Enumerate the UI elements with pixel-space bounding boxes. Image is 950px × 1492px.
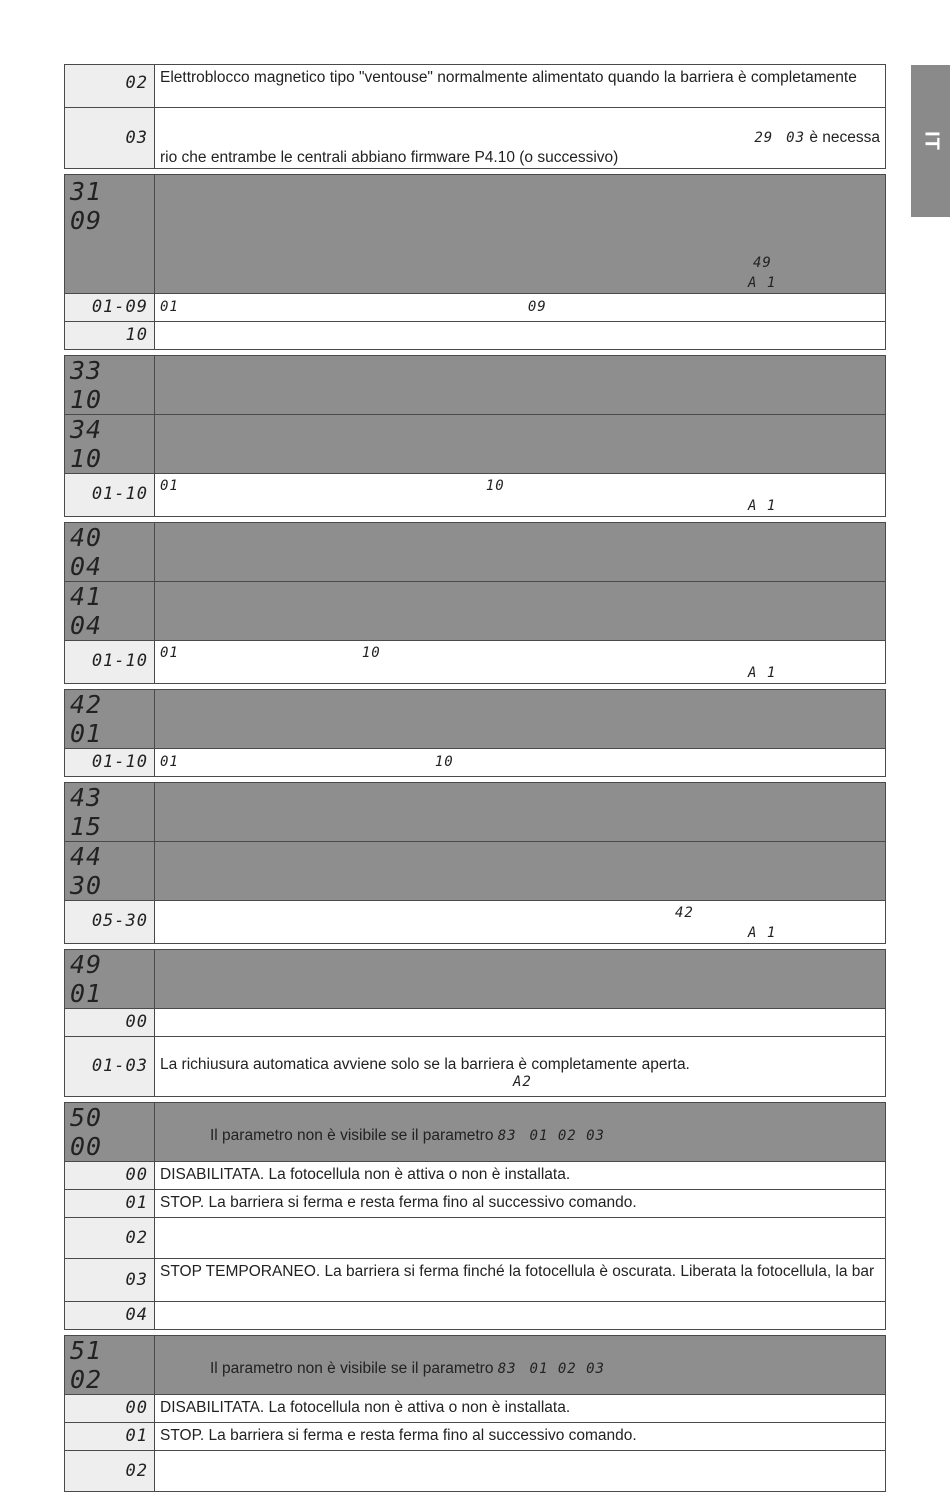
inline-text: è necessa xyxy=(809,129,880,146)
option-description: STOP TEMPORANEO. La barriera si ferma finché la fotocellula è oscurata. Liberata la fotocellula, la bar xyxy=(155,1259,886,1302)
segment-value: 01 xyxy=(160,645,179,661)
option-description: STOP. La barriera si ferma e resta ferma fino al successivo comando. xyxy=(155,1423,886,1451)
parameter-note: Il parametro non è visibile se il parametro xyxy=(210,1360,494,1377)
parameter-header-row xyxy=(65,1103,886,1162)
segment-value: 10 xyxy=(361,645,381,661)
segment-value: 83 xyxy=(497,1128,517,1144)
table-row xyxy=(65,474,886,517)
option-description xyxy=(155,108,886,169)
segment-value: 42 xyxy=(675,905,694,921)
parameter-code: 41 04 xyxy=(70,582,103,640)
segment-value: 01 02 03 xyxy=(529,1128,605,1144)
parameter-header-row xyxy=(65,1336,886,1395)
parameters-table xyxy=(64,64,886,1492)
parameter-header-row xyxy=(65,783,886,842)
segment-value: 01 xyxy=(160,754,179,770)
option-code: 02 xyxy=(125,73,148,93)
table-row xyxy=(65,1218,886,1259)
option-code: 04 xyxy=(125,1305,148,1325)
segment-value: 01 xyxy=(160,478,179,494)
language-label: IT xyxy=(920,131,942,151)
parameter-header-row xyxy=(65,175,886,294)
segment-value: A2 xyxy=(513,1074,532,1090)
description-text: rio che entrambe le centrali abbiano firmware P4.10 (o successivo) xyxy=(160,149,619,166)
parameter-note: Il parametro non è visibile se il parametro xyxy=(210,1127,494,1144)
option-code: 05-30 xyxy=(91,911,148,931)
option-code: 03 xyxy=(125,1270,148,1290)
parameter-code: 33 10 xyxy=(70,356,103,414)
segment-value: 01 xyxy=(160,299,179,315)
table-row xyxy=(65,1451,886,1492)
table-row xyxy=(65,1009,886,1037)
segment-value: 03 xyxy=(786,130,806,146)
parameter-code: 43 15 xyxy=(70,783,103,841)
option-description: STOP. La barriera si ferma e resta ferma fino al successivo comando. xyxy=(155,1190,886,1218)
parameter-header-row xyxy=(65,842,886,901)
segment-value: A 1 xyxy=(748,498,777,514)
table-row xyxy=(65,322,886,350)
language-tab xyxy=(911,65,950,217)
option-description: DISABILITATA. La fotocellula non è attiva o non è installata. xyxy=(155,1395,886,1423)
parameter-header-row xyxy=(65,356,886,415)
parameter-code: 31 09 xyxy=(70,177,103,235)
table-row xyxy=(65,1395,886,1423)
segment-value: 10 xyxy=(434,754,454,770)
table-row xyxy=(65,1037,886,1097)
segment-value: 09 xyxy=(527,299,547,315)
option-code: 02 xyxy=(125,1461,148,1481)
parameter-header-row xyxy=(65,582,886,641)
option-code: 00 xyxy=(125,1012,148,1032)
table-row xyxy=(65,1423,886,1451)
segment-value: 10 xyxy=(485,478,505,494)
parameter-header-row xyxy=(65,690,886,749)
table-row xyxy=(65,108,886,169)
parameter-code: 49 01 xyxy=(70,950,103,1008)
parameter-code: 50 00 xyxy=(70,1103,103,1161)
option-code: 01-10 xyxy=(91,484,148,504)
table-row xyxy=(65,641,886,684)
parameter-header-row xyxy=(65,950,886,1009)
table-row xyxy=(65,1190,886,1218)
segment-value: A 1 xyxy=(748,665,777,681)
table-row xyxy=(65,749,886,777)
description-text: La richiusura automatica avviene solo se la barriera è completamente aperta. xyxy=(160,1056,690,1073)
segment-value: 01 02 03 xyxy=(529,1361,605,1377)
table-row xyxy=(65,1162,886,1190)
segment-value: A 1 xyxy=(748,275,777,291)
table-row xyxy=(65,65,886,108)
parameter-header-row xyxy=(65,523,886,582)
option-description: DISABILITATA. La fotocellula non è attiva o non è installata. xyxy=(155,1162,886,1190)
option-code: 03 xyxy=(125,128,148,148)
option-code: 01 xyxy=(125,1426,148,1446)
option-code: 00 xyxy=(125,1398,148,1418)
parameter-code: 51 02 xyxy=(70,1336,103,1394)
option-code: 02 xyxy=(125,1228,148,1248)
option-code: 01-03 xyxy=(91,1056,148,1076)
parameter-code: 40 04 xyxy=(70,523,103,581)
option-code: 01-09 xyxy=(91,297,148,317)
table-row xyxy=(65,1259,886,1302)
parameter-code: 34 10 xyxy=(70,415,103,473)
option-code: 01-10 xyxy=(91,651,148,671)
option-code: 00 xyxy=(125,1165,148,1185)
option-description: Elettroblocco magnetico tipo "ventouse" normalmente alimentato quando la barriera è completamente xyxy=(155,65,886,108)
segment-value: 49 xyxy=(753,255,772,271)
table-row xyxy=(65,1302,886,1330)
option-code: 01 xyxy=(125,1193,148,1213)
parameter-header-row xyxy=(65,415,886,474)
parameter-code: 44 30 xyxy=(70,842,103,900)
table-row xyxy=(65,294,886,322)
segment-value: 29 xyxy=(754,130,774,146)
segment-value: A 1 xyxy=(748,925,777,941)
option-code: 01-10 xyxy=(91,752,148,772)
segment-value: 83 xyxy=(497,1361,517,1377)
option-code: 10 xyxy=(125,325,148,345)
parameter-code: 42 01 xyxy=(70,690,103,748)
table-row xyxy=(65,901,886,944)
